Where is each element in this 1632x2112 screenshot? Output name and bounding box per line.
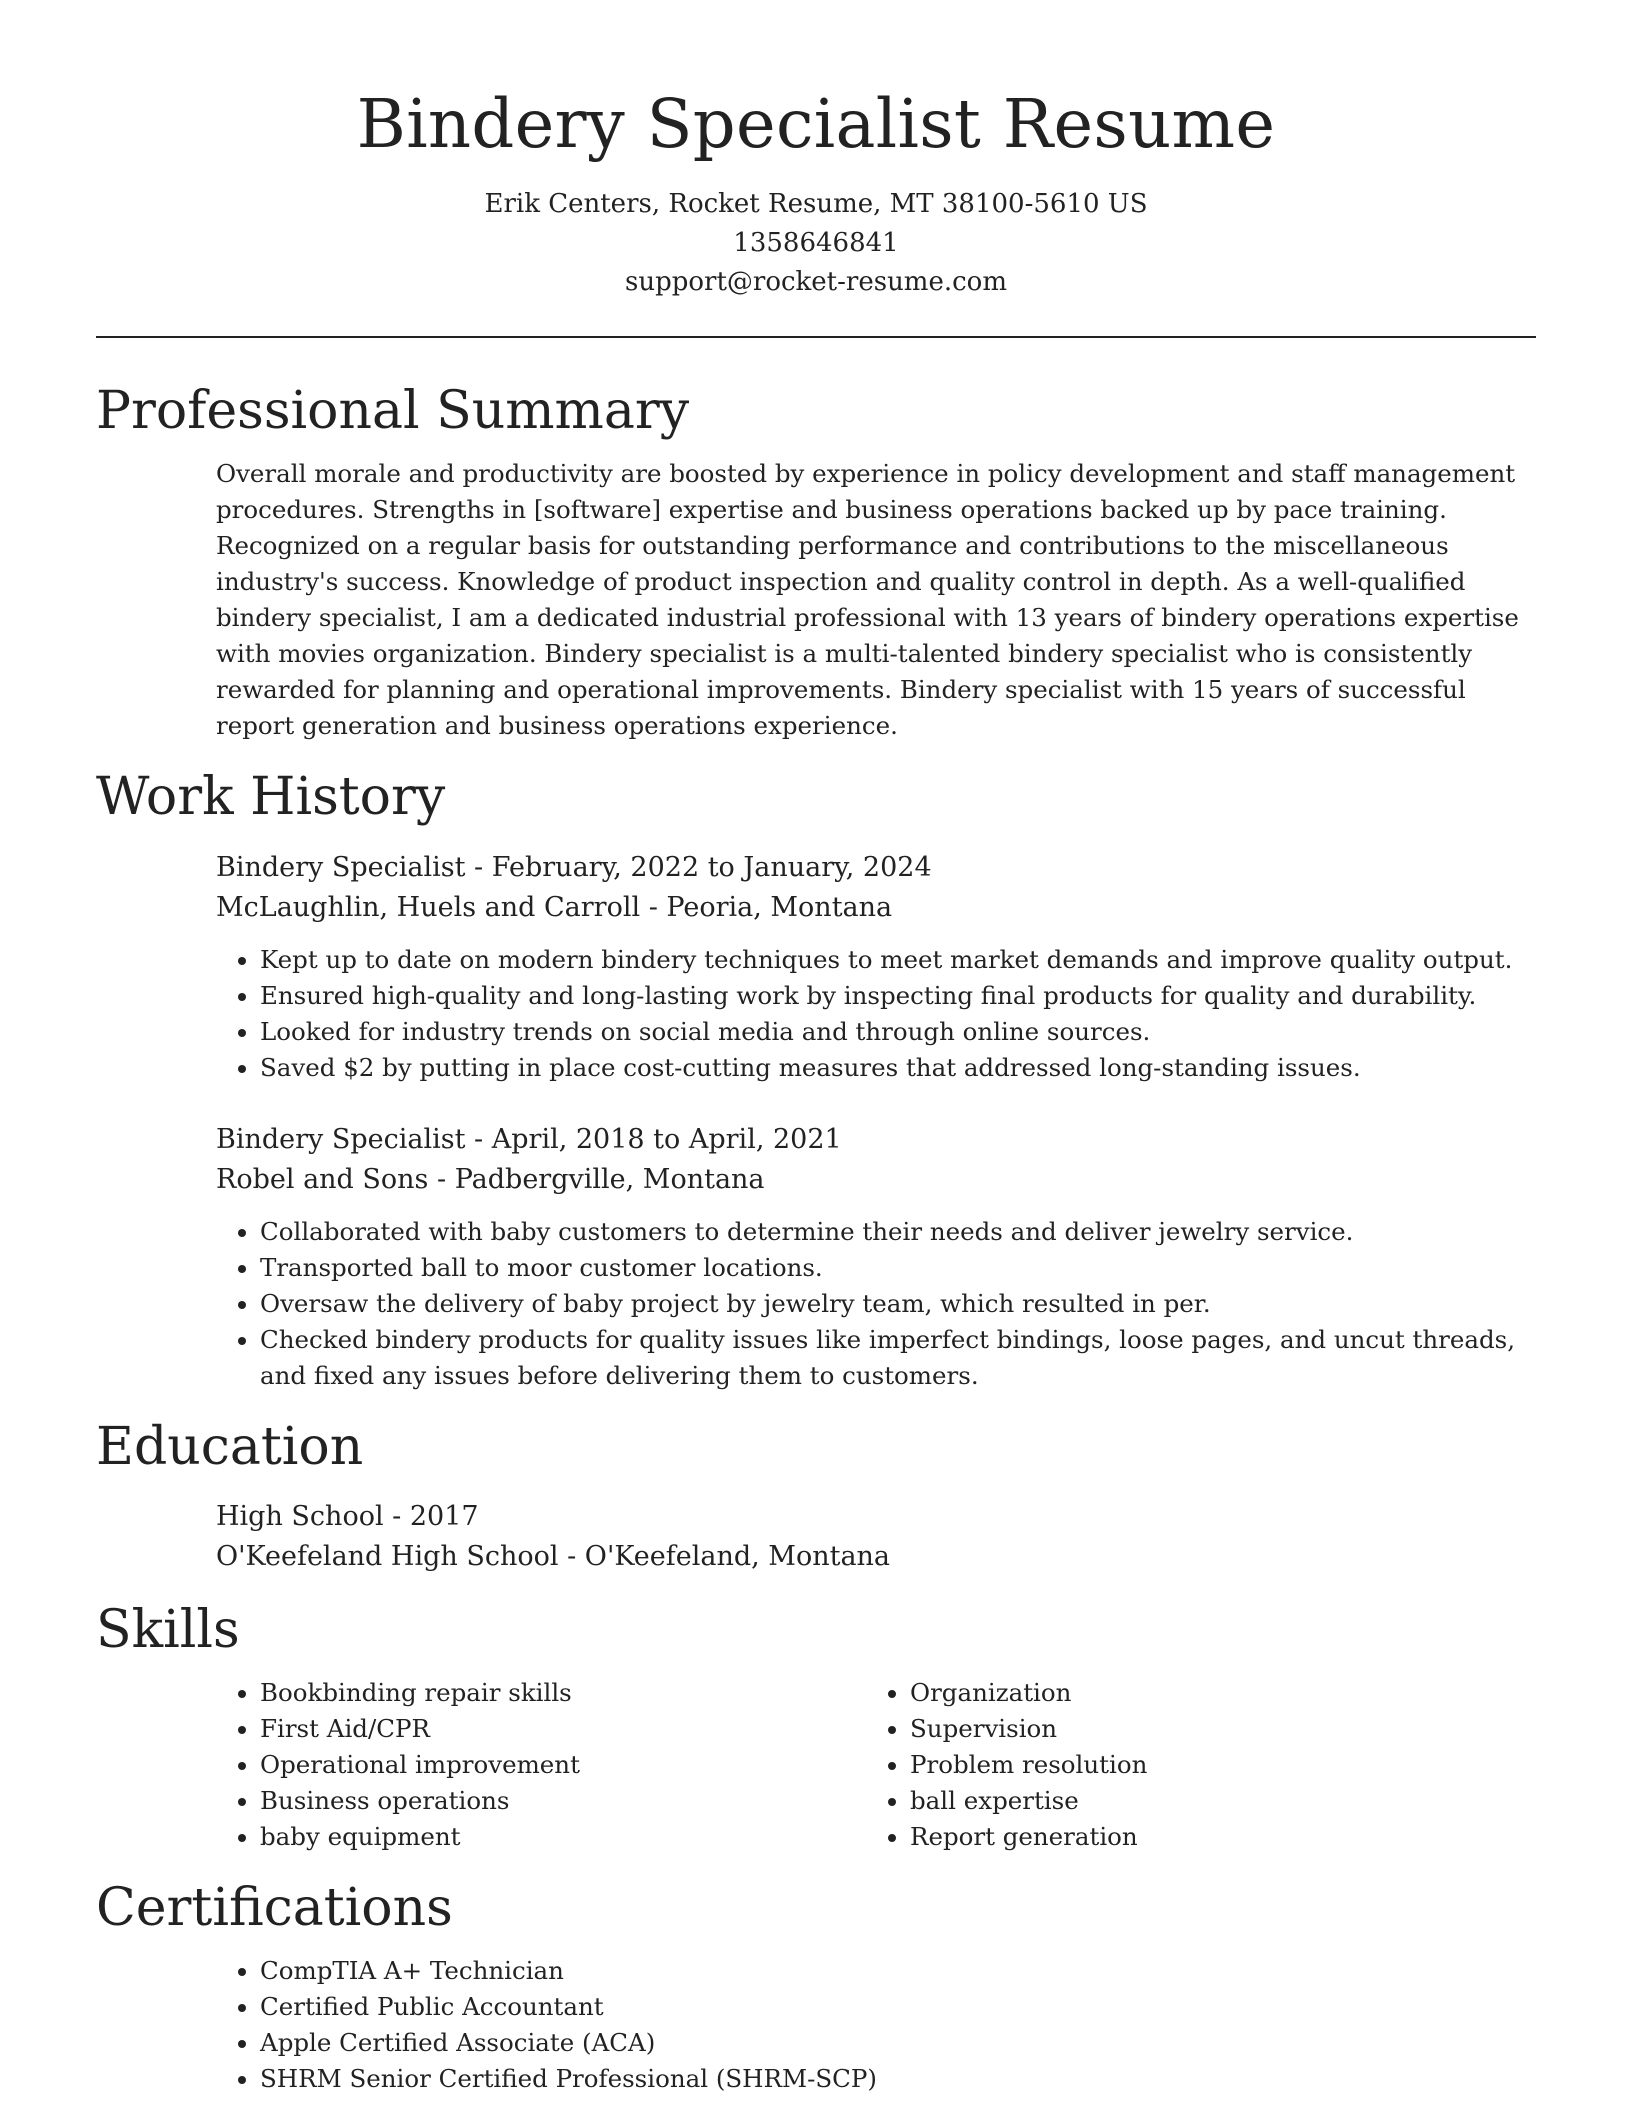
work-history-heading: Work History (96, 766, 446, 827)
certifications-heading: Certifications (96, 1878, 453, 1939)
job-location: - Peoria, Montana (640, 891, 893, 923)
list-item: • Supervision (910, 1711, 1516, 1747)
job-company: Robel and Sons (216, 1163, 429, 1195)
contact-email: support@rocket-resume.com (624, 267, 1007, 298)
education-entry (216, 1497, 1536, 1577)
education-school-line (216, 1537, 1536, 1577)
list-item: • ball expertise (910, 1783, 1516, 1819)
list-item: • Saved $2 by putting in place cost-cutting measures that addressed long-standing issues. (260, 1050, 1536, 1086)
job-location: - Padbergville, Montana (428, 1163, 765, 1195)
job-dates: - April, 2018 to April, 2021 (465, 1123, 842, 1155)
list-item: • First Aid/CPR (260, 1711, 866, 1747)
list-item: • Business operations (260, 1783, 866, 1819)
education-year: - 2017 (383, 1501, 479, 1533)
education-section (96, 1418, 1536, 1578)
list-item: • Organization (910, 1675, 1516, 1711)
education-school: O'Keefeland High School (216, 1541, 559, 1573)
job-bullets (216, 1214, 1536, 1394)
resume-header (96, 0, 1536, 338)
resume-title: Bindery Specialist Resume (356, 85, 1276, 163)
summary-heading: Professional Summary (96, 381, 690, 442)
skills-section (96, 1601, 1536, 1855)
certifications-section (96, 1879, 1536, 2097)
job-title-line (216, 848, 1536, 888)
education-location: - O'Keefeland, Montana (558, 1541, 891, 1573)
list-item: • Collaborated with baby customers to determine their needs and deliver jewelry service. (260, 1214, 1536, 1250)
list-item: • Certified Public Accountant (260, 1989, 1536, 2025)
job-bullets (216, 942, 1536, 1086)
job-company-line (216, 1160, 1536, 1200)
list-item: • CompTIA A+ Technician (260, 1953, 1536, 1989)
skills-heading: Skills (96, 1600, 240, 1661)
skills-column-left (216, 1675, 866, 1855)
contact-address: Erik Centers, Rocket Resume, MT 38100-5610 US (484, 189, 1148, 220)
job-title: Bindery Specialist (216, 1123, 466, 1155)
summary-section (96, 382, 1536, 744)
certifications-list (216, 1953, 1536, 2097)
contact-phone: 1358646841 (733, 228, 899, 259)
contact-info (96, 185, 1536, 302)
education-heading: Education (96, 1416, 364, 1477)
skills-column-right (866, 1675, 1516, 1855)
list-item: • Oversaw the delivery of baby project by jewelry team, which resulted in per. (260, 1286, 1536, 1322)
list-item: • Checked bindery products for quality issues like imperfect bindings, loose pages, and uncut threads, and fixed any issues before delivering them to customers. (260, 1322, 1536, 1394)
list-item: • Ensured high-quality and long-lasting work by inspecting final products for quality and durability. (260, 978, 1536, 1014)
job-entry (216, 848, 1536, 1086)
summary-text: Overall morale and productivity are boosted by experience in policy development and staff management procedures. Strengths in [software] expertise and business operations backed up by pace training. Recognized on a regular basis for outstanding performance and contributions to the miscellaneous industry's success. Knowledge of product inspection and quality control in depth. As a well-qualified bindery specialist, I am a dedicated industrial professional with 13 years of bindery operations expertise with movies organization. Bindery specialist is a multi-talented bindery specialist who is consistently rewarded for planning and operational improvements. Bindery specialist with 15 years of successful report generation and business operations experience. (216, 458, 1519, 740)
work-history-section (96, 768, 1536, 1394)
job-entry (216, 1120, 1536, 1394)
header-divider (96, 336, 1536, 338)
job-title: Bindery Specialist (216, 851, 466, 883)
job-dates: - February, 2022 to January, 2024 (465, 851, 932, 883)
job-company: McLaughlin, Huels and Carroll (216, 891, 641, 923)
list-item: • Transported ball to moor customer locations. (260, 1250, 1536, 1286)
list-item: • Report generation (910, 1819, 1516, 1855)
skills-columns (216, 1675, 1536, 1855)
list-item: • SHRM Senior Certified Professional (SHRM-SCP) (260, 2061, 1536, 2097)
list-item: • Problem resolution (910, 1747, 1516, 1783)
education-degree-line (216, 1497, 1536, 1537)
job-title-line (216, 1120, 1536, 1160)
job-company-line (216, 888, 1536, 928)
list-item: • Apple Certified Associate (ACA) (260, 2025, 1536, 2061)
education-degree: High School (216, 1501, 384, 1533)
list-item: • Bookbinding repair skills (260, 1675, 866, 1711)
list-item: • Operational improvement (260, 1747, 866, 1783)
list-item: • Kept up to date on modern bindery techniques to meet market demands and improve quality output. (260, 942, 1536, 978)
list-item: • Looked for industry trends on social media and through online sources. (260, 1014, 1536, 1050)
list-item: • baby equipment (260, 1819, 866, 1855)
